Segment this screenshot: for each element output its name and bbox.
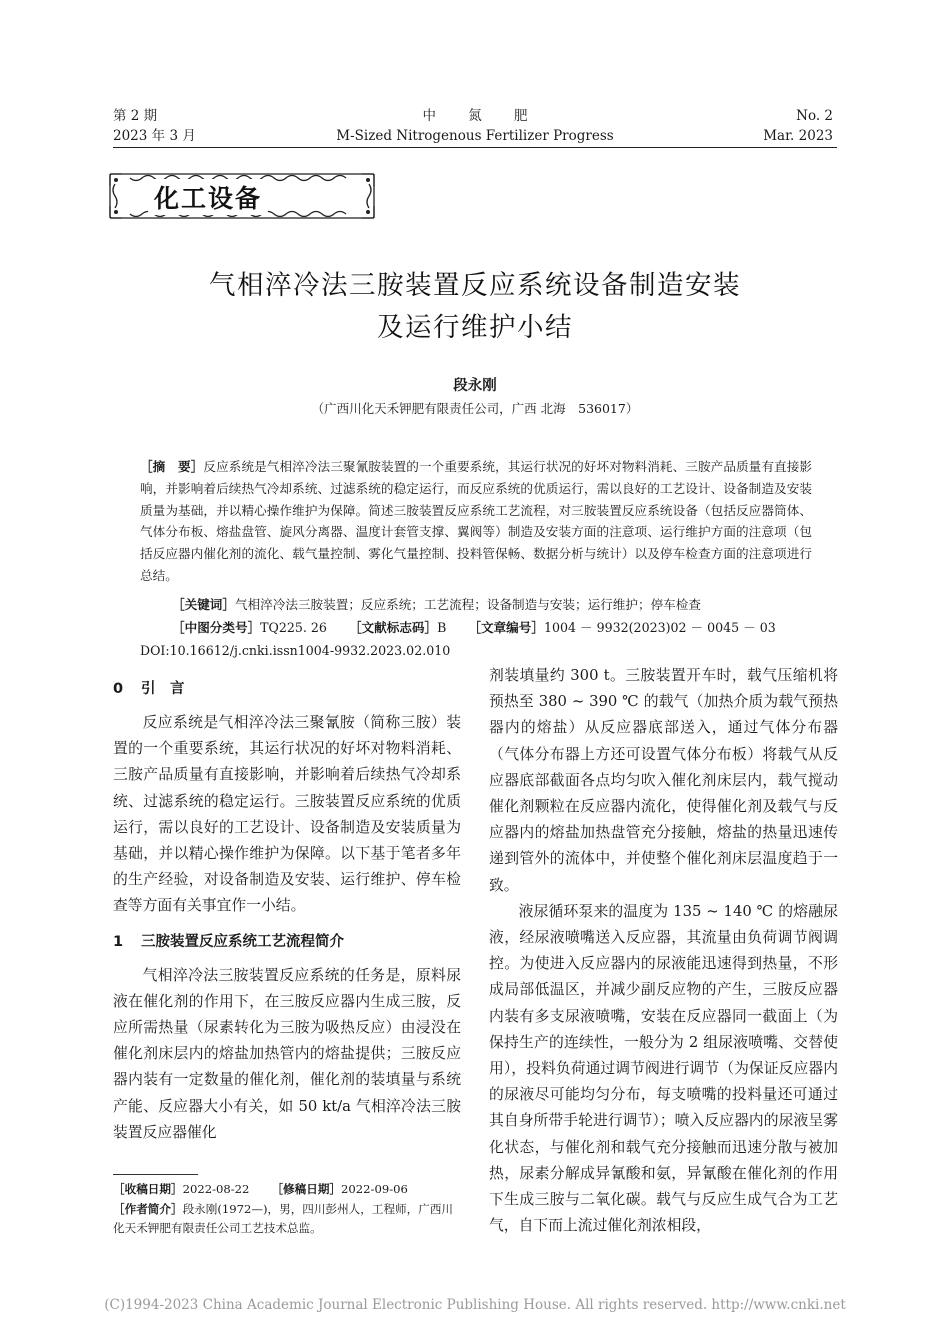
body-left-column [113,676,461,1146]
header-journal-cn: 中 氮 肥 [422,108,542,124]
paragraph-process-1: 气相淬冷法三胺装置反应系统的任务是，原料尿液在催化剂的作用下，在三胺反应器内生成三胺，反应所需热量（尿素转化为三胺为吸热反应）由浸没在催化剂床层内的熔盐加热管内的熔盐提供；三胺反应器内装有一定数量的催化剂，催化剂的装填量与系统产能、反应器大小有关，如 50 kt/a 气相淬冷法三胺装置反应器催化 [113,966,461,1141]
paragraph-intro: 反应系统是气相淬冷法三聚氰胺（简称三胺）装置的一个重要系统，其运行状况的好坏对物料消耗、三胺产品质量有直接影响，并影响着后续热气冷却系统、过滤系统的稳定运行。三胺装置反应系统的优质运行，需以良好的工艺设计、设备制造及安装质量为基础，并以精心操作维护为保障。以下基于笔者多年的生产经验，对设备制造及安装、运行维护、停车检查等方面有关事宜作一小结。 [113,714,461,915]
author-name: 段永刚 [453,378,497,394]
footnote-author [113,1200,461,1238]
keywords-label: ［关键词］ [172,597,235,612]
abstract-label: ［摘 要］ [140,459,204,474]
author-affiliation: （广西川化天禾钾肥有限责任公司，广西 北海 536017） [311,401,639,416]
section-title-0: 引 言 [141,681,185,697]
doi: DOI:10.16612/j.cnki.issn1004-9932.2023.02.010 [140,643,451,658]
header-divider [113,147,837,148]
header-issue-en-block [763,106,833,146]
revised-label: ［修稿日期］ [271,1182,342,1196]
keywords [172,595,701,615]
section-title-1: 三胺装置反应系统工艺流程简介 [141,933,344,950]
copyright-watermark: (C)1994-2023 China Academic Journal Electronic Publishing House. All rights reserved. http://www.cnki.net [104,1297,846,1313]
doc-code-value: B [437,620,447,635]
paragraph-process-2: 液尿循环泵来的温度为 135 ~ 140 ℃ 的熔融尿液，经尿液喷嘴送入反应器，其流量由负荷调节阀调控。为使进入反应器内的尿液能迅速得到热量，不形成局部低温区，并减少副反应物的产生，三胺反应器内装有多支尿液喷嘴，安装在反应器同一截面上（为保持生产的连续性，一般分为 2 组尿液喷嘴、交替使用），投料负荷通过调节阀进行调节（为保证反应器内的尿液尽可能均匀分布，每支喷嘴的投料量还可通过其自身所带手轮进行调节）；喷入反应器内的尿液呈雾化状态，与催化剂和载气充分接触而迅速分散与被加热，尿素分解成异氰酸和氨，异氰酸在催化剂的作用下生成三胺与二氧化碳。载气与反应生成气合为工艺气，自下而上流过催化剂浓相段， [489,902,838,1235]
article-title-line2: 及运行维护小结 [377,312,573,343]
section-number-0: 0 [113,681,124,697]
revised-date: 2022-09-06 [341,1182,408,1196]
received-date: 2022-08-22 [182,1182,250,1196]
article-number-label: ［文章编号］ [468,620,544,635]
keywords-text: 气相淬冷法三胺装置；反应系统；工艺流程；设备制造与安装；运行维护；停车检查 [234,597,701,612]
paragraph-process-1-continued: 剂装填量约 300 t。三胺装置开车时，载气压缩机将预热至 380 ~ 390 ℃ 的载气（加热介质为载气预热器内的熔盐）从反应器底部送入，通过气体分布器（气体分布器上方还可设置气体分布板）将载气从反应器底部截面各点均匀吹入催化剂床层内，载气搅动催化剂颗粒在反应器内流化，使得催化剂及载气与反应器内的熔盐加热盘管充分接触，熔盐的热量迅速传递到管外的流体中，并使整个催化剂床层温度趋于一致。 [489,667,838,894]
author-bio-text: 段永刚(1972—)，男，四川彭州人，工程师，广西川化天禾钾肥有限责任公司工艺技术总监。 [113,1202,454,1235]
footnote-rule [113,1174,198,1175]
column-tag-label: 化工设备 [148,179,268,215]
article-number-value: 1004 － 9932(2023)02 － 0045 － 03 [543,620,776,635]
footnote-dates [113,1180,461,1199]
clc-label: ［中图分类号］ [172,620,261,635]
section-heading-0 [113,676,461,702]
body-right-column [489,663,838,1239]
received-label: ［收稿日期］ [113,1182,183,1196]
section-heading-1 [113,929,461,955]
abstract [140,456,812,587]
column-tag [108,172,376,220]
header-journal-en: M-Sized Nitrogenous Fertilizer Progress [336,128,614,144]
header-issue-cn: 第 2 期 [113,108,158,124]
classification-line [172,618,776,638]
abstract-text: 反应系统是气相淬冷法三聚氰胺装置的一个重要系统，其运行状况的好坏对物料消耗、三胺产品质量有直接影响，并影响着后续热气冷却系统、过滤系统的稳定运行，而反应系统的优质运行，需以良好的工艺设计、设备制造及安装质量为基础，并以精心操作维护为保障。简述三胺装置反应系统工艺流程，对三胺装置反应系统设备（包括反应器筒体、气体分布板、熔盐盘管、旋风分离器、温度计套管支撑、翼阀等）制造及安装方面的注意项、运行维护方面的注意项（包括反应器内催化剂的流化、载气量控制、雾化气量控制、投料管保畅、数据分析与统计）以及停车检查方面的注意项进行总结。 [140,459,813,583]
author-bio-label: ［作者简介］ [113,1202,183,1216]
doc-code-label: ［文献标志码］ [348,620,438,635]
header-date-en: Mar. 2023 [763,128,833,144]
article-title-line1: 气相淬冷法三胺装置反应系统设备制造安装 [209,270,741,301]
header-date-cn: 2023 年 3 月 [113,128,196,144]
clc-value: TQ225. 26 [260,620,327,635]
section-number-1: 1 [113,933,124,950]
header-issue-en: No. 2 [796,108,833,124]
